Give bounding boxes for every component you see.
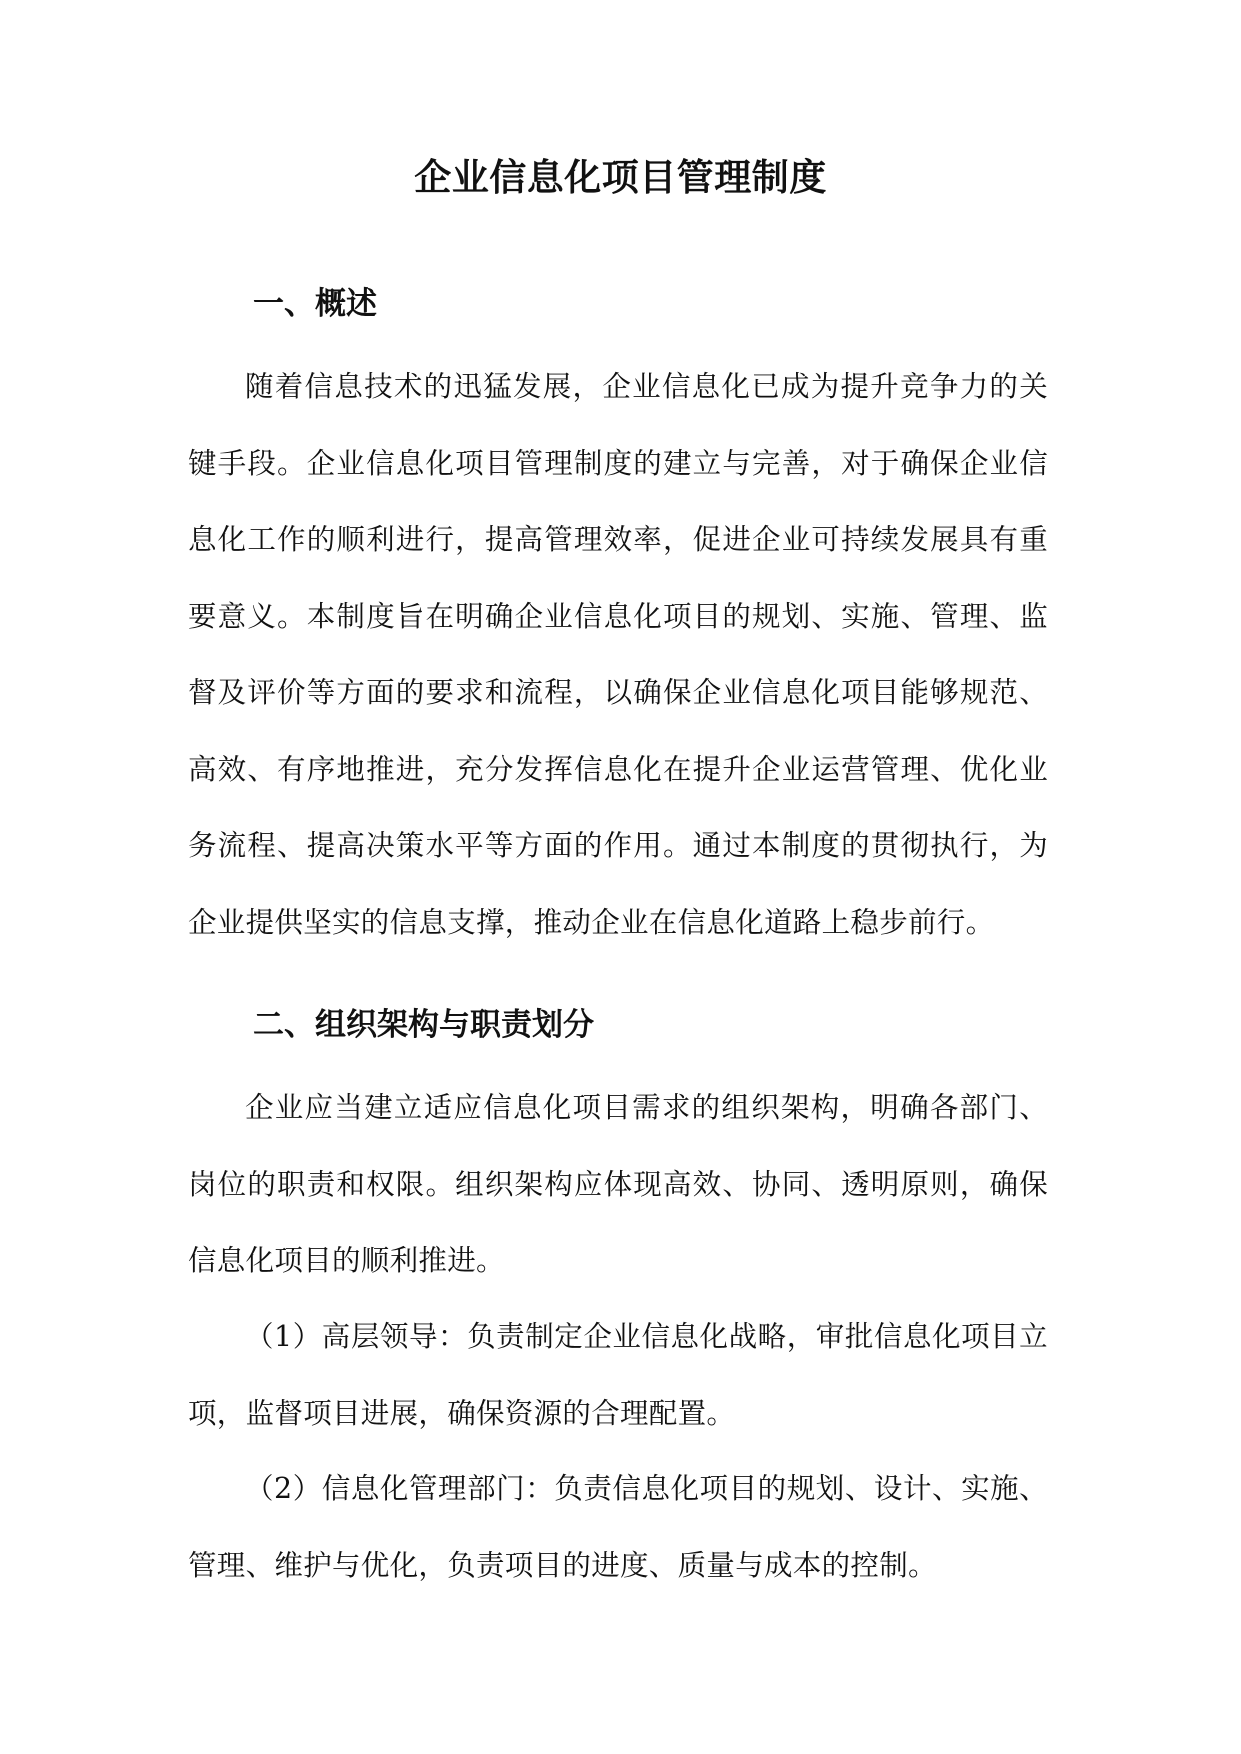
paragraph-organization-intro: 企业应当建立适应信息化项目需求的组织架构，明确各部门、岗位的职责和权限。组织架构应体现高效、协同、透明原则，确保信息化项目的顺利推进。	[188, 1091, 1048, 1277]
section-heading-organization: 二、组织架构与职责划分	[253, 1007, 594, 1043]
paragraph-senior-leadership: （1）高层领导：负责制定企业信息化战略，审批信息化项目立项，监督项目进展，确保资源的合理配置。	[188, 1320, 1048, 1430]
section-heading-overview: 一、概述	[253, 286, 377, 322]
document-title: 企业信息化项目管理制度	[414, 155, 827, 199]
paragraph-overview: 随着信息技术的迅猛发展，企业信息化已成为提升竞争力的关键手段。企业信息化项目管理制度的建立与完善，对于确保企业信息化工作的顺利进行，提高管理效率，促进企业可持续发展具有重要意义。本制度旨在明确企业信息化项目的规划、实施、管理、监督及评价等方面的要求和流程，以确保企业信息化项目能够规范、高效、有序地推进，充分发挥信息化在提升企业运营管理、优化业务流程、提高决策水平等方面的作用。通过本制度的贯彻执行，为企业提供坚实的信息支撑，推动企业在信息化道路上稳步前行。	[188, 370, 1048, 939]
paragraph-it-management-dept: （2）信息化管理部门：负责信息化项目的规划、设计、实施、管理、维护与优化，负责项目的进度、质量与成本的控制。	[188, 1472, 1048, 1582]
